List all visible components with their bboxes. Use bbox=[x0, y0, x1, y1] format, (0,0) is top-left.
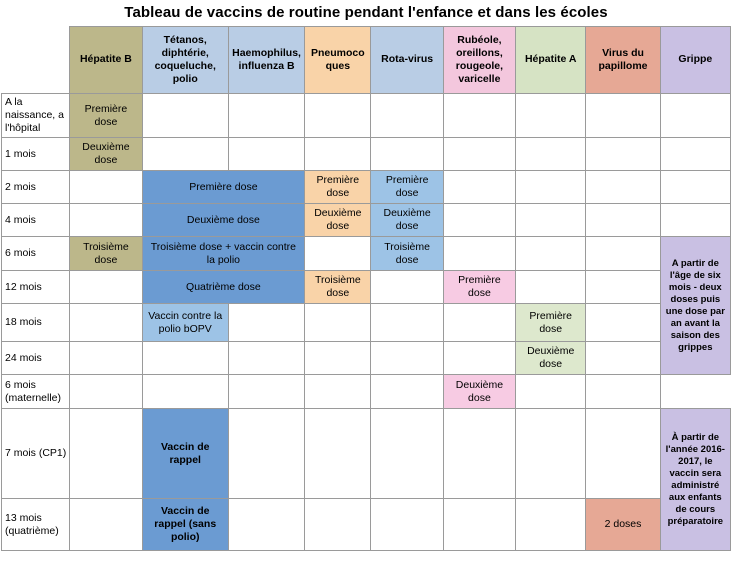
empty-cell bbox=[660, 138, 730, 171]
vaccine-schedule-table bbox=[1, 26, 731, 551]
dose-cell: Troisième dose bbox=[371, 237, 443, 271]
empty-cell bbox=[142, 342, 228, 375]
empty-cell bbox=[228, 94, 304, 138]
table-body bbox=[2, 94, 731, 551]
empty-cell bbox=[586, 94, 660, 138]
empty-cell bbox=[228, 375, 304, 409]
empty-cell bbox=[443, 94, 515, 138]
empty-cell bbox=[443, 409, 515, 499]
dose-cell: Première dose bbox=[305, 171, 371, 204]
empty-cell bbox=[371, 304, 443, 342]
empty-cell bbox=[586, 409, 660, 499]
empty-cell bbox=[586, 342, 660, 375]
empty-cell bbox=[228, 304, 304, 342]
empty-cell bbox=[586, 237, 660, 271]
empty-cell bbox=[371, 375, 443, 409]
empty-cell bbox=[516, 409, 586, 499]
dose-cell: Deuxième dose bbox=[70, 138, 142, 171]
empty-cell bbox=[516, 204, 586, 237]
empty-cell bbox=[371, 271, 443, 304]
empty-cell bbox=[516, 375, 586, 409]
empty-cell bbox=[70, 171, 142, 204]
empty-cell bbox=[305, 304, 371, 342]
row-label-age: 13 mois (quatrième) bbox=[2, 499, 70, 551]
table-row bbox=[2, 271, 731, 304]
header-hepatite-b: Hépatite B bbox=[70, 27, 142, 94]
header-grippe: Grippe bbox=[660, 27, 730, 94]
empty-cell bbox=[305, 409, 371, 499]
table-row bbox=[2, 375, 731, 409]
empty-cell bbox=[443, 304, 515, 342]
empty-cell bbox=[70, 342, 142, 375]
empty-cell bbox=[586, 204, 660, 237]
empty-cell bbox=[371, 342, 443, 375]
dose-cell: Vaccin contre la polio bOPV bbox=[142, 304, 228, 342]
dose-cell: Première dose bbox=[142, 171, 305, 204]
header-hepatite-a: Hépatite A bbox=[516, 27, 586, 94]
dose-cell: À partir de l'année 2016-2017, le vaccin sera administré aux enfants de cours préparatoire bbox=[660, 409, 730, 551]
dose-cell: A partir de l'âge de six mois - deux doses puis une dose par an avant la saison des grippes bbox=[660, 237, 730, 375]
empty-cell bbox=[228, 342, 304, 375]
row-label-age: 18 mois bbox=[2, 304, 70, 342]
dose-cell: Deuxième dose bbox=[371, 204, 443, 237]
dose-cell: Première dose bbox=[70, 94, 142, 138]
empty-cell bbox=[70, 204, 142, 237]
row-label-age: 2 mois bbox=[2, 171, 70, 204]
dose-cell: Vaccin de rappel bbox=[142, 409, 228, 499]
empty-cell bbox=[586, 375, 660, 409]
dose-cell: Première dose bbox=[443, 271, 515, 304]
dose-cell: Deuxième dose bbox=[443, 375, 515, 409]
header-rotavirus: Rota-virus bbox=[371, 27, 443, 94]
empty-cell bbox=[443, 237, 515, 271]
empty-cell bbox=[443, 138, 515, 171]
empty-cell bbox=[660, 171, 730, 204]
empty-cell bbox=[142, 375, 228, 409]
empty-cell bbox=[305, 94, 371, 138]
table-row bbox=[2, 304, 731, 342]
header-pneumocoque: Pneumocoques bbox=[305, 27, 371, 94]
dose-cell: Première dose bbox=[371, 171, 443, 204]
empty-cell bbox=[586, 271, 660, 304]
empty-cell bbox=[660, 94, 730, 138]
empty-cell bbox=[305, 342, 371, 375]
table-row bbox=[2, 94, 731, 138]
empty-cell bbox=[70, 375, 142, 409]
empty-cell bbox=[228, 138, 304, 171]
empty-cell bbox=[228, 499, 304, 551]
empty-cell bbox=[70, 499, 142, 551]
table-row bbox=[2, 138, 731, 171]
table-header-row bbox=[2, 27, 731, 94]
row-label-age: 24 mois bbox=[2, 342, 70, 375]
empty-cell bbox=[228, 409, 304, 499]
row-label-age: 6 mois (maternelle) bbox=[2, 375, 70, 409]
header-corner bbox=[2, 27, 70, 94]
empty-cell bbox=[70, 409, 142, 499]
dose-cell: 2 doses bbox=[586, 499, 660, 551]
row-label-age: 7 mois (CP1) bbox=[2, 409, 70, 499]
page-title: Tableau de vaccins de routine pendant l'enfance et dans les écoles bbox=[124, 4, 608, 21]
dose-cell: Troisième dose + vaccin contre la polio bbox=[142, 237, 305, 271]
header-rubeole: Rubéole, oreillons, rougeole, varicelle bbox=[443, 27, 515, 94]
dose-cell: Première dose bbox=[516, 304, 586, 342]
dose-cell: Vaccin de rappel (sans polio) bbox=[142, 499, 228, 551]
dose-cell: Deuxième dose bbox=[516, 342, 586, 375]
empty-cell bbox=[586, 171, 660, 204]
dose-cell: Quatrième dose bbox=[142, 271, 305, 304]
table-row bbox=[2, 237, 731, 271]
table-row bbox=[2, 409, 731, 499]
dose-cell: Troisième dose bbox=[305, 271, 371, 304]
empty-cell bbox=[142, 138, 228, 171]
empty-cell bbox=[305, 237, 371, 271]
empty-cell bbox=[305, 499, 371, 551]
empty-cell bbox=[516, 138, 586, 171]
empty-cell bbox=[443, 342, 515, 375]
row-label-age: 1 mois bbox=[2, 138, 70, 171]
empty-cell bbox=[371, 138, 443, 171]
row-label-age: A la naissance, a l'hôpital bbox=[2, 94, 70, 138]
dose-cell: Deuxième dose bbox=[305, 204, 371, 237]
empty-cell bbox=[586, 138, 660, 171]
empty-cell bbox=[371, 499, 443, 551]
empty-cell bbox=[516, 237, 586, 271]
header-tetanos: Tétanos, diphtérie, coqueluche, polio bbox=[142, 27, 228, 94]
empty-cell bbox=[516, 271, 586, 304]
row-label-age: 4 mois bbox=[2, 204, 70, 237]
header-papillome: Virus du papillome bbox=[586, 27, 660, 94]
empty-cell bbox=[443, 499, 515, 551]
row-label-age: 6 mois bbox=[2, 237, 70, 271]
dose-cell: Deuxième dose bbox=[142, 204, 305, 237]
empty-cell bbox=[443, 171, 515, 204]
empty-cell bbox=[516, 499, 586, 551]
empty-cell bbox=[70, 271, 142, 304]
dose-cell: Troisième dose bbox=[70, 237, 142, 271]
empty-cell bbox=[660, 204, 730, 237]
empty-cell bbox=[586, 304, 660, 342]
empty-cell bbox=[371, 94, 443, 138]
row-label-age: 12 mois bbox=[2, 271, 70, 304]
table-row bbox=[2, 204, 731, 237]
table-row bbox=[2, 171, 731, 204]
header-haemophilus: Haemophilus, influenza B bbox=[228, 27, 304, 94]
empty-cell bbox=[371, 409, 443, 499]
table-row bbox=[2, 342, 731, 375]
empty-cell bbox=[516, 94, 586, 138]
empty-cell bbox=[305, 375, 371, 409]
empty-cell bbox=[516, 171, 586, 204]
empty-cell bbox=[443, 204, 515, 237]
empty-cell bbox=[305, 138, 371, 171]
empty-cell bbox=[70, 304, 142, 342]
table-row bbox=[2, 499, 731, 551]
empty-cell bbox=[142, 94, 228, 138]
